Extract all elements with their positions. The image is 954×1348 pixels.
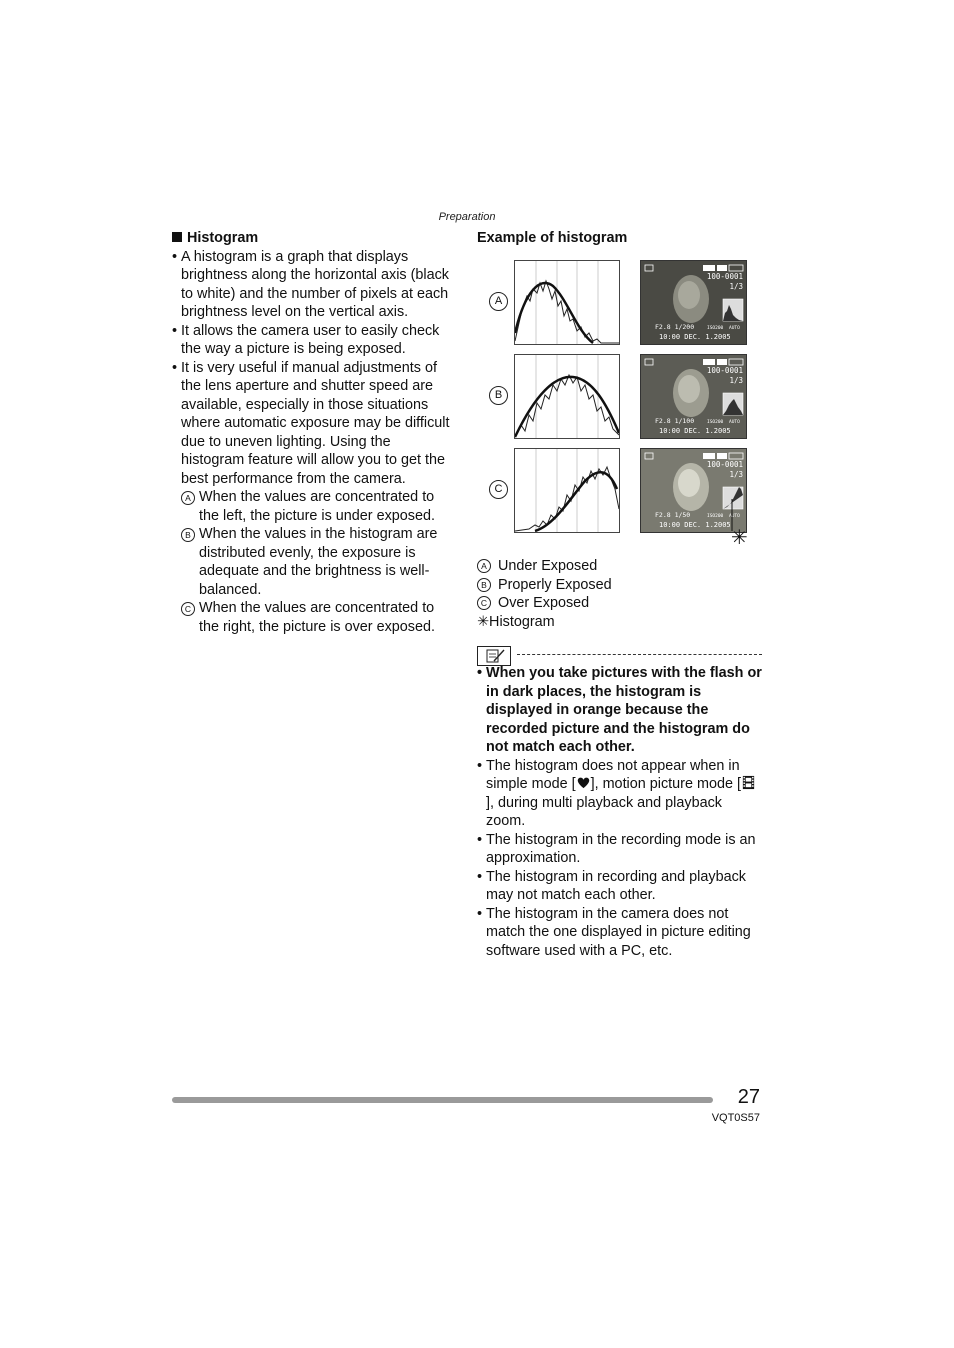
figure-letter-c: C	[489, 480, 508, 499]
legend-item-histogram: ✳Histogram	[477, 613, 555, 630]
exposure-info: F2.8 1/200	[655, 323, 695, 331]
legend-item-c: C Over Exposed	[477, 594, 762, 613]
dashed-divider	[517, 654, 762, 655]
picture-count: 1/3	[729, 376, 743, 385]
histogram-graph-a	[514, 260, 620, 345]
square-bullet-icon	[172, 232, 182, 242]
asterisk-marker: ✳	[731, 527, 748, 549]
note-bullet: • The histogram in recording and playback may not match each other.	[477, 868, 762, 905]
figure-legend	[477, 557, 762, 631]
example-heading: Example of histogram	[477, 230, 628, 246]
picture-count: 1/3	[729, 470, 743, 479]
section-label: Preparation	[438, 211, 496, 223]
bullet-item: • It is very useful if manual adjustments of the lens aperture and shutter speed are available, especially in those situations where automatic exposure may be difficult due to uneven lighting. Using the histogram feature will allow you to get the best performance from the camera.	[172, 359, 457, 489]
figure-letter-a: A	[489, 292, 508, 311]
note-icon	[477, 646, 511, 666]
figure-row-a	[477, 260, 762, 346]
file-number: 100-0001	[706, 366, 743, 375]
figure-letter-b: B	[489, 386, 508, 405]
camera-screen-b	[640, 354, 747, 439]
sub-item-a: A When the values are concentrated to the left, the picture is under exposed.	[172, 488, 457, 525]
white-balance: AUTO	[729, 420, 740, 425]
circled-letter-a: A	[181, 491, 195, 505]
page-number: 27	[737, 1086, 760, 1108]
histogram-graph-b	[514, 354, 620, 439]
date-time: 10:00 DEC. 1.2005	[659, 427, 731, 435]
camera-screen-a	[640, 260, 747, 345]
legend-item-b: B Properly Exposed	[477, 576, 762, 595]
legend-item-a: A Under Exposed	[477, 557, 762, 576]
footer-bar	[172, 1097, 713, 1103]
exposure-info: F2.8 1/50	[655, 511, 691, 519]
circled-letter-b: B	[181, 528, 195, 542]
bullet-item: • It allows the camera user to easily check the way a picture is being exposed.	[172, 322, 457, 359]
histogram-heading: Histogram	[172, 229, 457, 248]
bullet-item: • A histogram is a graph that displays brightness along the horizontal axis (black to white) and the number of pixels at each brightness level on the vertical axis.	[172, 248, 457, 322]
note-bullet: • The histogram in the camera does not match the one displayed in picture editing software used with a PC, etc.	[477, 905, 762, 961]
right-column	[477, 229, 762, 959]
white-balance: AUTO	[729, 514, 740, 519]
note-bullet-flash: • When you take pictures with the flash or in dark places, the histogram is displayed in orange because the recorded picture and the histogram do not match each other.	[477, 664, 762, 757]
iso-value: ISO200	[707, 514, 724, 519]
note-bullet: • The histogram in the recording mode is an approximation.	[477, 831, 762, 868]
date-time: 10:00 DEC. 1.2005	[659, 333, 731, 341]
left-column	[172, 229, 457, 636]
figure-row-b	[477, 354, 762, 440]
circled-letter-c: C	[181, 602, 195, 616]
document-code: VQT0S57	[711, 1112, 760, 1124]
sub-item-c: C When the values are concentrated to the right, the picture is over exposed.	[172, 599, 457, 636]
date-time: 10:00 DEC. 1.2005	[659, 521, 731, 529]
heart-icon	[576, 775, 591, 790]
histogram-graph-c	[514, 448, 620, 533]
iso-value: ISO200	[707, 326, 724, 331]
white-balance: AUTO	[729, 326, 740, 331]
iso-value: ISO200	[707, 420, 724, 425]
motion-picture-icon	[741, 775, 756, 790]
figure-row-c	[477, 448, 762, 534]
file-number: 100-0001	[706, 272, 743, 281]
picture-count: 1/3	[729, 282, 743, 291]
note-bullet-simple-mode: • The histogram does not appear when in simple mode [ ], motion picture mode [], during multi playback and playback zoom.	[477, 757, 762, 831]
sub-item-b: B When the values in the histogram are distributed evenly, the exposure is adequate and the brightness is well-balanced.	[172, 525, 457, 599]
exposure-info: F2.8 1/100	[655, 417, 695, 425]
notes-section	[477, 664, 762, 960]
file-number: 100-0001	[706, 460, 743, 469]
